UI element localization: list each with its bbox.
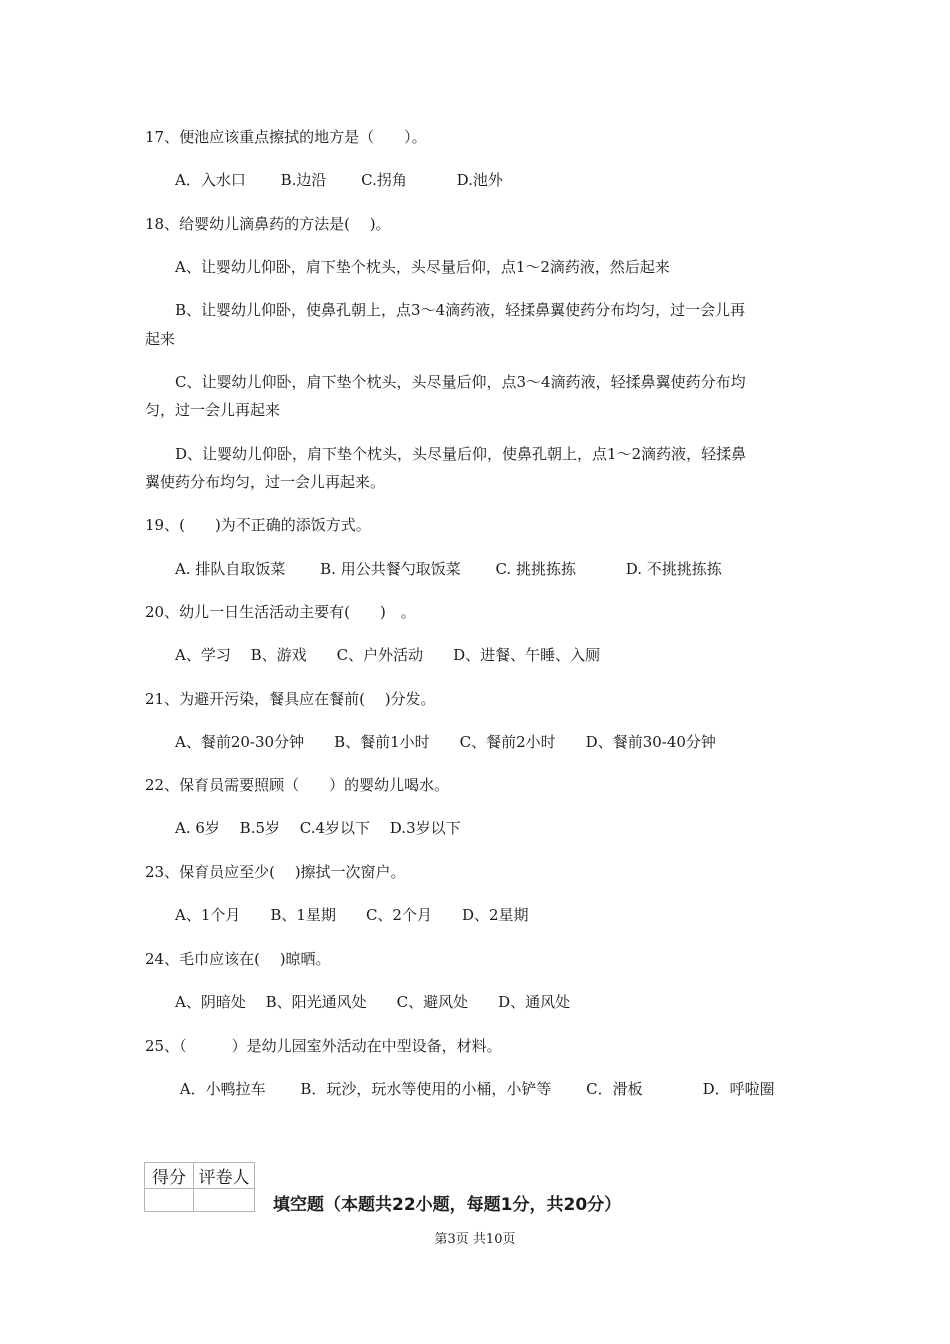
- question-18-option-b-cont: 起来: [145, 330, 176, 348]
- question-23-options: A、1个月 B、1星期 C、2个月 D、2星期: [175, 906, 529, 924]
- question-18-option-c-cont: 匀，过一会儿再起来: [145, 401, 281, 419]
- question-18-option-d-cont: 翼使药分布均匀，过一会儿再起来。: [145, 473, 386, 491]
- score-label: 得分: [145, 1163, 194, 1189]
- question-18-stem: 18、给婴幼儿滴鼻药的方法是( )。: [145, 215, 391, 233]
- question-18-option-c: C、让婴幼儿仰卧，肩下垫个枕头，头尽量后仰，点3～4滴药液，轻揉鼻翼使药分布均: [175, 373, 746, 391]
- question-18-option-d: D、让婴幼儿仰卧，肩下垫个枕头，头尽量后仰，使鼻孔朝上，点1～2滴药液，轻揉鼻: [175, 445, 747, 463]
- question-19-stem: 19、( )为不正确的添饭方式。: [145, 516, 371, 534]
- page-footer: 第3页 共10页: [434, 1232, 516, 1247]
- question-20-options: A、学习 B、游戏 C、户外活动 D、进餐、午睡、入厕: [175, 646, 601, 664]
- question-22-stem: 22、保育员需要照顾（ ）的婴幼儿喝水。: [145, 776, 450, 794]
- question-24-stem: 24、毛巾应该在( )晾晒。: [145, 950, 331, 968]
- grader-label: 评卷人: [194, 1163, 255, 1189]
- question-17-stem: 17、便池应该重点擦拭的地方是（ ）。: [145, 128, 427, 146]
- question-24-options: A、阴暗处 B、阳光通风处 C、避风处 D、通风处: [175, 993, 571, 1011]
- question-19-options: A. 排队自取饭菜 B. 用公共餐勺取饭菜 C. 挑挑拣拣 D. 不挑挑拣拣: [175, 560, 722, 578]
- section-title: 填空题（本题共22小题，每题1分，共20分）: [273, 1195, 622, 1215]
- question-20-stem: 20、幼儿一日生活活动主要有( ) 。: [145, 603, 416, 621]
- question-25-stem: 25、（ ）是幼儿园室外活动在中型设备，材料。: [145, 1037, 502, 1055]
- score-cell[interactable]: [145, 1189, 194, 1212]
- question-17-options: A．入水口 B.边沿 C.拐角 D.池外: [175, 171, 503, 189]
- question-18-option-b: B、让婴幼儿仰卧，使鼻孔朝上，点3～4滴药液，轻揉鼻翼使药分布均匀，过一会儿再: [175, 301, 746, 319]
- question-23-stem: 23、保育员应至少( )擦拭一次窗户。: [145, 863, 406, 881]
- grader-cell[interactable]: [194, 1189, 255, 1212]
- question-22-options: A. 6岁 B.5岁 C.4岁以下 D.3岁以下: [175, 819, 461, 837]
- question-25-options: A．小鸭拉车 B．玩沙，玩水等使用的小桶，小铲等 C．滑板 D．呼啦圈: [175, 1080, 775, 1098]
- score-box: [144, 1162, 255, 1212]
- question-21-stem: 21、为避开污染，餐具应在餐前( )分发。: [145, 690, 436, 708]
- question-18-option-a: A、让婴幼儿仰卧，肩下垫个枕头，头尽量后仰，点1～2滴药液，然后起来: [175, 258, 670, 276]
- question-21-options: A、餐前20-30分钟 B、餐前1小时 C、餐前2小时 D、餐前30-40分钟: [175, 733, 716, 751]
